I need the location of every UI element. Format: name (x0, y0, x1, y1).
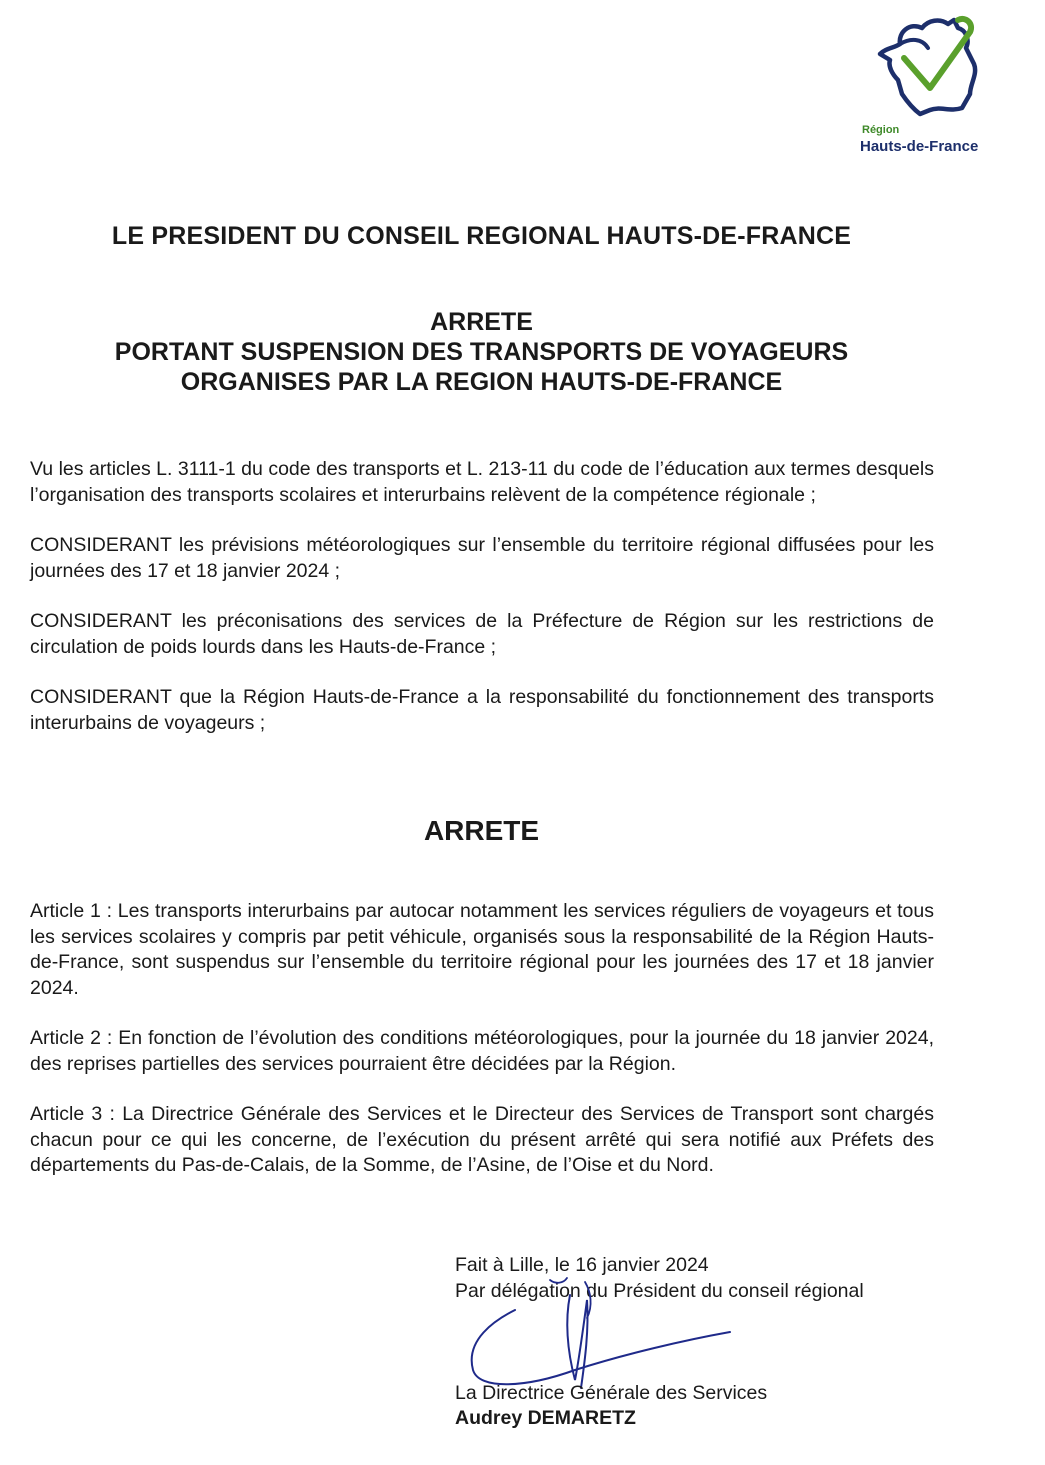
title-line-2: PORTANT SUSPENSION DES TRANSPORTS DE VOYAGEURS (114, 338, 849, 366)
considerants-section (30, 457, 934, 761)
logo-region-name: Hauts-de-France (860, 138, 979, 155)
arrete-heading: ARRETE (423, 815, 540, 846)
document-title (0, 307, 963, 397)
signatory-title: La Directrice Générale des Services (455, 1382, 768, 1404)
article-2: Article 2 : En fonction de l’évolution des conditions météorologiques, pour la journée du 18 janvier 2024, des reprises partielles des services pourraient être décidées par la Région. (30, 1027, 934, 1075)
article-3: Article 3 : La Directrice Générale des Services et le Directeur des Services de Transport sont chargés chacun pour ce qui les concerne, de l’exécution du présent arrêté qui sera notifié aux Préfets des départements du Pas-de-Calais, de la Somme, de l’Asine, de l’Oise et du Nord. (30, 1103, 934, 1176)
signature-delegation: Par délégation du Président du conseil régional (455, 1279, 864, 1302)
considerant-paragraph: Vu les articles L. 3111-1 du code des transports et L. 213-11 du code de l’éducation aux termes desquels l’organisation des transports scolaires et interurbains relèvent de la compétence régionale ; (30, 458, 934, 506)
president-heading: LE PRESIDENT DU CONSEIL REGIONAL HAUTS-DE-FRANCE (111, 222, 852, 250)
france-heart-logo-icon (870, 14, 990, 124)
region-logo (856, 14, 1006, 164)
title-line-3: ORGANISES PAR LA REGION HAUTS-DE-FRANCE (180, 368, 783, 396)
considerant-paragraph: CONSIDERANT que la Région Hauts-de-France a la responsabilité du fonctionnement des transports interurbains de voyageurs ; (30, 686, 934, 734)
title-line-1: ARRETE (430, 308, 533, 336)
signatory-name: Audrey DEMARETZ (455, 1407, 636, 1429)
signature-place-date: Fait à Lille, le 16 janvier 2024 (455, 1254, 709, 1276)
articles-section (30, 899, 934, 1204)
considerant-paragraph: CONSIDERANT les préconisations des services de la Préfecture de Région sur les restrictions de circulation de poids lourds dans les Hauts-de-France ; (30, 610, 934, 658)
article-1: Article 1 : Les transports interurbains par autocar notamment les services réguliers de voyageurs et tous les services scolaires y compris par petit véhicule, organisés sous la responsabilité de la Région Hauts-de-France, sont suspendus sur l’ensemble du territoire régional pour les journées des 17 et 18 janvier 2024. (30, 900, 934, 999)
logo-region-label: Région (862, 124, 900, 136)
considerant-paragraph: CONSIDERANT les prévisions météorologiques sur l’ensemble du territoire régional diffusées pour les journées des 17 et 18 janvier 2024 ; (30, 534, 934, 582)
